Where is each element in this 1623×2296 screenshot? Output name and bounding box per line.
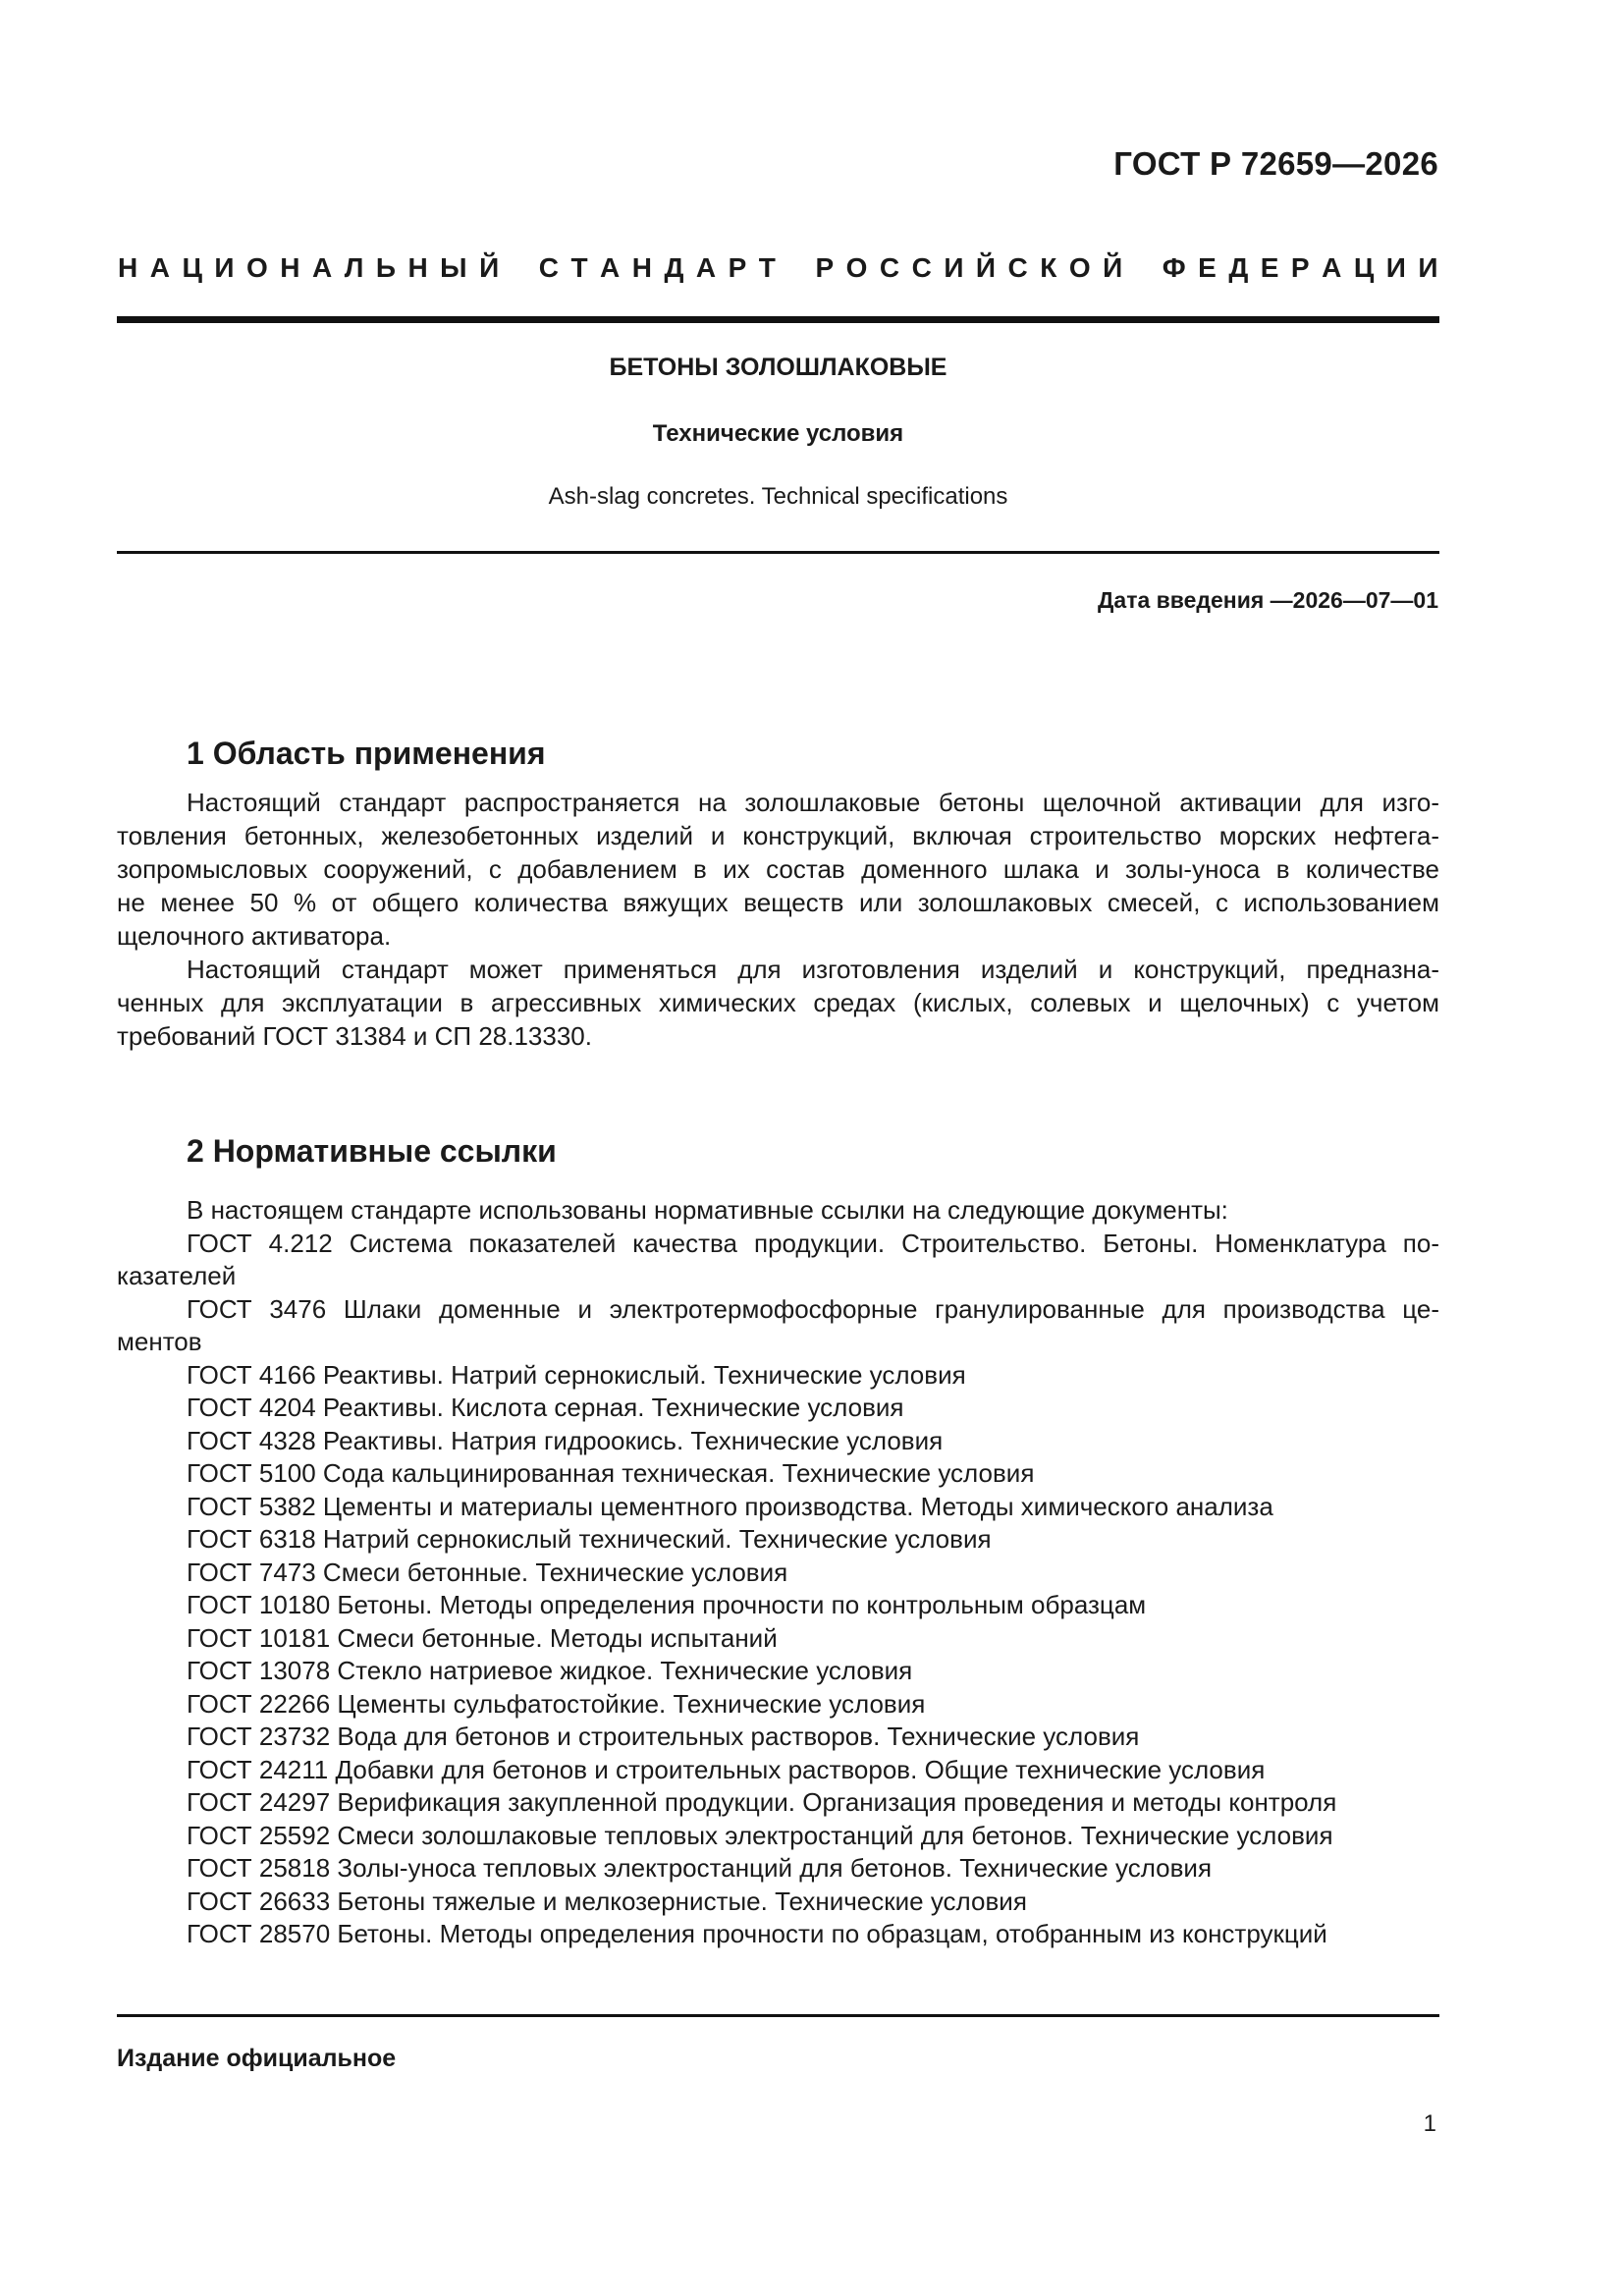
reference-line: ГОСТ 26633 Бетоны тяжелые и мелкозернистые. Технические условия (187, 1886, 1027, 1916)
document-title: БЕТОНЫ ЗОЛОШЛАКОВЫЕ (609, 354, 947, 381)
label-space (512, 252, 527, 284)
label-letter: Й (975, 252, 997, 283)
text-line: требований ГОСТ 31384 и СП 28.13330. (117, 1021, 592, 1051)
section-1-heading: 1 Область применения (187, 736, 546, 771)
title-divider (117, 551, 1439, 554)
label-letter: О (1068, 252, 1091, 283)
label-letter: И (1385, 252, 1406, 283)
label-letter: А (695, 252, 717, 283)
label-letter: Н (407, 252, 428, 283)
label-letter: С (1007, 252, 1028, 283)
effective-date: Дата введения —2026—07—01 (1098, 587, 1438, 613)
reference-line: ГОСТ 22266 Цементы сульфатостойкие. Технические условия (187, 1688, 926, 1719)
reference-line: ГОСТ 25592 Смеси золошлаковые тепловых электростанций для бетонов. Технические условия (187, 1820, 1333, 1850)
reference-line: ГОСТ 23732 Вода для бетонов и строительных растворов. Технические условия (187, 1722, 1140, 1751)
section-1-paragraph-2 (117, 953, 1439, 1053)
reference-line: ГОСТ 4328 Реактивы. Натрия гидроокись. Технические условия (187, 1425, 944, 1455)
label-letter: Р (728, 252, 747, 283)
label-letter: Е (1260, 252, 1279, 283)
section-1-paragraph-1 (117, 786, 1439, 953)
label-letter: Н (118, 252, 138, 283)
label-letter: А (149, 252, 170, 283)
reference-line: ГОСТ 25818 Золы-уноса тепловых электростанций для бетонов. Технические условия (187, 1853, 1213, 1883)
label-letter: С (538, 252, 559, 283)
label-letter: Ц (1353, 252, 1375, 283)
label-letter: Н (631, 252, 652, 283)
label-letter: А (1322, 252, 1342, 283)
text-line: Настоящий стандарт распространяется на золошлаковые бетоны щелочной активации для изго- (187, 788, 1439, 817)
document-number: ГОСТ Р 72659—2026 (1113, 145, 1438, 182)
label-letter: Д (664, 252, 684, 283)
page-number: 1 (1423, 2110, 1436, 2137)
text-line: ченных для эксплуатации в агрессивных химических средах (кислых, солевых и щелочных) с учетом (117, 988, 1439, 1017)
label-letter: И (1418, 252, 1438, 283)
reference-line: ГОСТ 10181 Смеси бетонные. Методы испытаний (187, 1622, 778, 1653)
text-line: товления бетонных, железобетонных изделий и конструкций, включая строительство морских нефтега- (117, 821, 1439, 850)
text-line: не менее 50 % от общего количества вяжущих веществ или золошлаковых смесей, с использованием (117, 888, 1439, 917)
reference-line: ГОСТ 4166 Реактивы. Натрий сернокислый. Технические условия (187, 1359, 966, 1390)
label-letter: Ы (440, 252, 467, 283)
footer-divider (117, 2014, 1439, 2017)
label-letter: Р (815, 252, 835, 283)
references-intro: В настоящем стандарте использованы нормативные ссылки на следующие документы: (187, 1195, 1228, 1225)
reference-line: ГОСТ 10180 Бетоны. Методы определения прочности по контрольным образцам (187, 1590, 1147, 1619)
label-letter: Т (758, 252, 776, 283)
label-letter: Д (1228, 252, 1249, 283)
normative-references-list (117, 1194, 1439, 1951)
label-letter: С (879, 252, 900, 283)
reference-line: ГОСТ 4204 Реактивы. Кислота серная. Технические условия (187, 1393, 904, 1422)
label-letter: Ц (182, 252, 202, 283)
english-title: Ash-slag concretes. Technical specifications (548, 483, 1008, 510)
national-standard-label (118, 252, 1438, 284)
label-letter: О (845, 252, 868, 283)
label-letter: О (245, 252, 268, 283)
section-2-heading: 2 Нормативные ссылки (187, 1133, 557, 1169)
label-letter: Ф (1162, 252, 1186, 283)
reference-line: ГОСТ 24211 Добавки для бетонов и строительных растворов. Общие технические условия (187, 1754, 1266, 1784)
label-letter: Ь (375, 252, 396, 283)
reference-line: ГОСТ 7473 Смеси бетонные. Технические условия (187, 1557, 788, 1587)
text-line: зопромысловых сооружений, с добавлением в их состав доменного шлака и золы-уноса в количестве (117, 854, 1439, 884)
label-letter: Т (570, 252, 588, 283)
label-letter: И (214, 252, 235, 283)
reference-line: ГОСТ 28570 Бетоны. Методы определения прочности по образцам, отобранным из конструкций (187, 1919, 1327, 1948)
reference-line: ГОСТ 5100 Сода кальцинированная техническая. Технические условия (187, 1458, 1035, 1488)
edition-label: Издание официальное (117, 2045, 397, 2072)
reference-line: ГОСТ 24297 Верификация закупленной продукции. Организация проведения и методы контроля (187, 1787, 1337, 1817)
label-letter: Р (1290, 252, 1310, 283)
reference-line: ГОСТ 3476 Шлаки доменные и электротермофосфорные гранулированные для производства це- (187, 1293, 1439, 1324)
label-letter: А (600, 252, 621, 283)
reference-line: ментов (117, 1327, 202, 1356)
label-letter: А (311, 252, 333, 283)
reference-line: ГОСТ 4.212 Система показателей качества продукции. Строительство. Бетоны. Номенклатура по- (187, 1228, 1439, 1258)
reference-line: ГОСТ 13078 Стекло натриевое жидкое. Технические условия (187, 1656, 913, 1685)
label-letter: Н (280, 252, 300, 283)
text-line: щелочного активатора. (117, 921, 392, 951)
label-letter: Л (344, 252, 364, 283)
label-letter: Й (1103, 252, 1123, 283)
header-divider (117, 316, 1439, 323)
reference-line: ГОСТ 5382 Цементы и материалы цементного производства. Методы химического анализа (187, 1491, 1273, 1521)
label-letter: И (944, 252, 964, 283)
label-letter: К (1040, 252, 1057, 283)
label-letter: Е (1198, 252, 1217, 283)
document-subtitle: Технические условия (652, 420, 904, 447)
label-space (787, 252, 803, 284)
label-letter: С (911, 252, 932, 283)
text-line: Настоящий стандарт может применяться для изготовления изделий и конструкций, предназна- (187, 955, 1439, 984)
reference-line: казателей (117, 1261, 237, 1290)
reference-line: ГОСТ 6318 Натрий сернокислый технический. Технические условия (187, 1524, 992, 1554)
label-letter: Й (479, 252, 500, 283)
label-space (1135, 252, 1151, 284)
